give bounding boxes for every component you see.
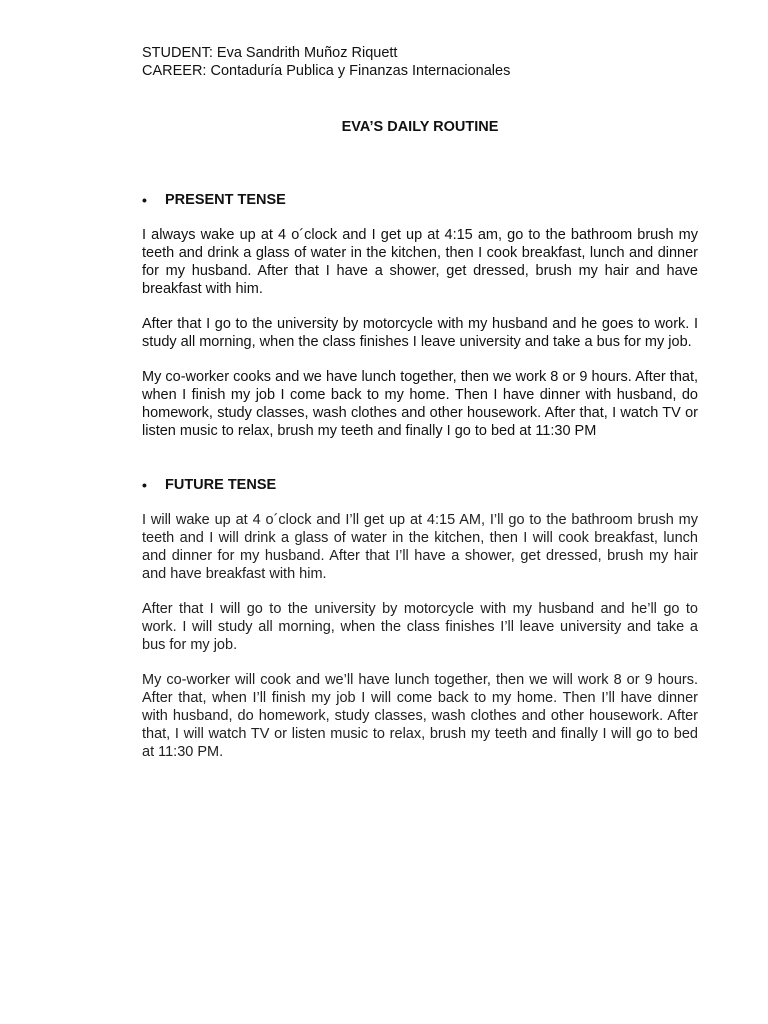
- section-present-tense: [142, 191, 698, 440]
- career-line: CAREER: Contaduría Publica y Finanzas Internacionales: [142, 63, 511, 79]
- section-heading: [142, 476, 698, 494]
- bullet-icon: •: [142, 192, 147, 208]
- section-heading-label: FUTURE TENSE: [165, 477, 277, 493]
- bullet-icon: •: [142, 477, 147, 493]
- paragraph: I always wake up at 4 o´clock and I get up at 4:15 am, go to the bathroom brush my teeth and drink a glass of water in the kitchen, then I cook breakfast, lunch and dinner for my husband. After that I have a shower, get dressed, brush my hair and have breakfast with him.: [142, 227, 698, 297]
- document-page: [142, 44, 698, 778]
- section-heading-label: PRESENT TENSE: [165, 192, 286, 208]
- paragraph: After that I go to the university by motorcycle with my husband and he goes to work. I study all morning, when the class finishes I leave university and take a bus for my job.: [142, 316, 698, 350]
- student-line: STUDENT: Eva Sandrith Muñoz Riquett: [142, 45, 398, 61]
- paragraph: After that I will go to the university by motorcycle with my husband and he’ll go to work. I will study all morning, when the class finishes I’ll leave university and take a bus for my job.: [142, 601, 698, 653]
- section-heading: [142, 191, 698, 209]
- paragraph: I will wake up at 4 o´clock and I’ll get up at 4:15 AM, I’ll go to the bathroom brush my teeth and I will drink a glass of water in the kitchen, then I will cook breakfast, lunch and dinner for my husband. After that I’ll have a shower, get dressed, brush my hair and have breakfast with him.: [142, 512, 698, 582]
- paragraph: My co-worker will cook and we’ll have lunch together, then we will work 8 or 9 hours. After that, when I’ll finish my job I will come back to my home. Then I’ll have dinner with husband, do homework, study classes, wash clothes and other housework. After that, I will watch TV or listen music to relax, brush my teeth and finally I will go to bed at 11:30 PM.: [142, 672, 698, 760]
- section-future-tense: [142, 476, 698, 761]
- document-title: EVA’S DAILY ROUTINE: [341, 119, 499, 135]
- paragraph: My co-worker cooks and we have lunch together, then we work 8 or 9 hours. After that, when I finish my job I come back to my home. Then I have dinner with husband, do homework, study classes, wash clothes and other housework. After that, I watch TV or listen music to relax, brush my teeth and finally I go to bed at 11:30 PM: [142, 369, 698, 439]
